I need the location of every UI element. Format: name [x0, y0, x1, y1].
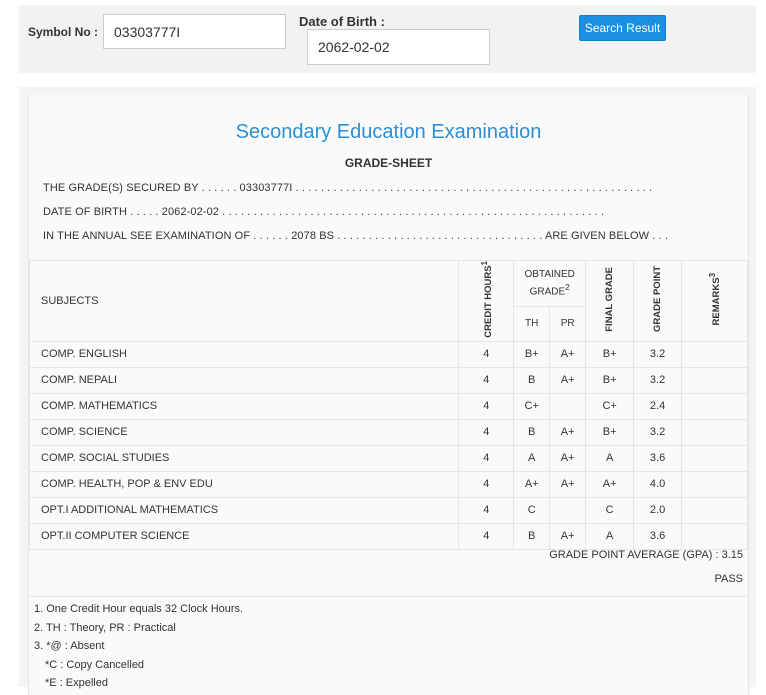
cell-subject: OPT.I ADDITIONAL MATHEMATICS [30, 497, 459, 523]
cell-pr-grade: A+ [550, 419, 586, 445]
cell-th-grade: B+ [514, 341, 550, 367]
table-row [30, 523, 748, 549]
footnote-expelled: *E : Expelled [45, 677, 108, 689]
footnote-th-pr: 2. TH : Theory, PR : Practical [34, 621, 176, 634]
footnote-credit: 1. One Credit Hour equals 32 Clock Hours. [34, 603, 244, 615]
cell-th-grade: A+ [514, 471, 550, 497]
info-line-exam [43, 230, 668, 242]
table-row [30, 341, 748, 367]
header-obtained-sup: 2 [565, 282, 570, 293]
cell-credit-hours: 4 [459, 419, 514, 445]
info-line-dob [43, 206, 604, 218]
dob-input[interactable] [307, 29, 490, 65]
cell-credit-hours: 4 [459, 523, 514, 549]
cell-credit-hours: 4 [459, 367, 514, 393]
cell-final-grade: A+ [586, 471, 634, 497]
cell-remarks [682, 445, 748, 471]
cell-final-grade: A [586, 523, 634, 549]
cell-final-grade: B+ [586, 367, 634, 393]
info-line-name-value: 03303777I [239, 182, 293, 194]
cell-grade-point: 2.0 [634, 497, 682, 523]
cell-subject: COMP. MATHEMATICS [30, 393, 459, 419]
cell-final-grade: B+ [586, 341, 634, 367]
cell-remarks [682, 393, 748, 419]
footnotes [34, 600, 243, 693]
cell-remarks [682, 471, 748, 497]
cell-subject: COMP. NEPALI [30, 367, 459, 393]
dob-label: Date of Birth : [299, 14, 385, 29]
exam-title: Secondary Education Examination [235, 121, 542, 143]
header-credit-hours [459, 261, 514, 342]
cell-final-grade: C [586, 497, 634, 523]
cell-grade-point: 2.4 [634, 393, 682, 419]
symbol-label: Symbol No : [28, 25, 99, 39]
cell-pr-grade: A+ [550, 523, 586, 549]
info-line-exam-suffix: . . . . . . . . . . . . . . . . . . . . . . . . . . . . . . . . . ARE GIVEN BELOW . . . [334, 230, 669, 242]
sheet-subtitle: GRADE-SHEET [344, 156, 433, 170]
header-remarks [682, 261, 748, 342]
header-th: TH [514, 307, 550, 342]
cell-credit-hours: 4 [459, 445, 514, 471]
header-credit-hours-label: CREDIT HOURS [482, 265, 494, 338]
header-final-grade-label: FINAL GRADE [604, 266, 616, 332]
table-row [30, 419, 748, 445]
cell-remarks [682, 419, 748, 445]
cell-remarks [682, 523, 748, 549]
footnote-absent: 3. *@ : Absent [34, 640, 105, 652]
info-line-dob-suffix: . . . . . . . . . . . . . . . . . . . . . . . . . . . . . . . . . . . . . . . . . . . . . . . . . . . . . . . . . . . . . [219, 206, 605, 218]
cell-credit-hours: 4 [459, 471, 514, 497]
cell-remarks [682, 341, 748, 367]
cell-final-grade: A [586, 445, 634, 471]
result-status: PASS [714, 573, 743, 585]
search-panel [19, 5, 756, 73]
table-row [30, 445, 748, 471]
table-row [30, 497, 748, 523]
symbol-input[interactable] [103, 14, 286, 49]
cell-grade-point: 3.6 [634, 445, 682, 471]
cell-pr-grade: A+ [550, 367, 586, 393]
cell-grade-point: 4.0 [634, 471, 682, 497]
header-grade-point [634, 261, 682, 342]
result-panel [19, 87, 756, 687]
header-grade-point-label: GRADE POINT [652, 266, 664, 333]
grade-sheet [28, 95, 749, 695]
grades-table [29, 260, 748, 550]
cell-grade-point: 3.2 [634, 341, 682, 367]
cell-subject: COMP. HEALTH, POP & ENV EDU [30, 471, 459, 497]
cell-th-grade: A [514, 445, 550, 471]
cell-pr-grade: A+ [550, 445, 586, 471]
table-row [30, 393, 748, 419]
cell-subject: COMP. SCIENCE [30, 419, 459, 445]
notes-divider [29, 596, 748, 597]
header-pr: PR [550, 307, 586, 342]
cell-pr-grade: A+ [550, 471, 586, 497]
cell-pr-grade [550, 497, 586, 523]
search-result-button[interactable]: Search Result [579, 15, 666, 41]
info-line-exam-prefix: IN THE ANNUAL SEE EXAMINATION OF . . . . . . [43, 230, 292, 242]
table-row [30, 367, 748, 393]
cell-credit-hours: 4 [459, 341, 514, 367]
info-line-exam-value: 2078 BS [291, 230, 335, 242]
cell-subject: OPT.II COMPUTER SCIENCE [30, 523, 459, 549]
info-line-name-prefix: THE GRADE(S) SECURED BY . . . . . . [43, 182, 240, 194]
cell-credit-hours: 4 [459, 393, 514, 419]
info-line-name-suffix: . . . . . . . . . . . . . . . . . . . . . . . . . . . . . . . . . . . . . . . . . . . . . . . . . . . . . . . . . [292, 182, 653, 194]
header-final-grade [586, 261, 634, 342]
header-remarks-label: REMARKS [711, 277, 723, 326]
header-remarks-sup: 3 [707, 273, 717, 278]
cell-remarks [682, 367, 748, 393]
header-obtained-grade [514, 261, 586, 307]
cell-th-grade: B [514, 419, 550, 445]
cell-grade-point: 3.2 [634, 419, 682, 445]
cell-final-grade: C+ [586, 393, 634, 419]
cell-th-grade: B [514, 367, 550, 393]
info-line-dob-prefix: DATE OF BIRTH . . . . . [43, 206, 162, 218]
footnote-copy-cancelled: *C : Copy Cancelled [45, 658, 145, 671]
cell-credit-hours: 4 [459, 497, 514, 523]
cell-subject: COMP. SOCIAL STUDIES [30, 445, 459, 471]
header-obtained-label: OBTAINED GRADE [524, 269, 575, 298]
cell-pr-grade: A+ [550, 341, 586, 367]
cell-remarks [682, 497, 748, 523]
cell-th-grade: C+ [514, 393, 550, 419]
cell-subject: COMP. ENGLISH [30, 341, 459, 367]
cell-grade-point: 3.2 [634, 367, 682, 393]
gpa-text: GRADE POINT AVERAGE (GPA) : 3.15 [549, 549, 743, 561]
info-line-name [43, 182, 652, 194]
cell-grade-point: 3.6 [634, 523, 682, 549]
header-subjects: SUBJECTS [30, 261, 459, 342]
cell-pr-grade [550, 393, 586, 419]
header-credit-sup: 1 [479, 261, 489, 266]
cell-th-grade: B [514, 523, 550, 549]
cell-th-grade: C [514, 497, 550, 523]
info-line-dob-value: 2062-02-02 [161, 206, 220, 218]
cell-final-grade: B+ [586, 419, 634, 445]
table-row [30, 471, 748, 497]
